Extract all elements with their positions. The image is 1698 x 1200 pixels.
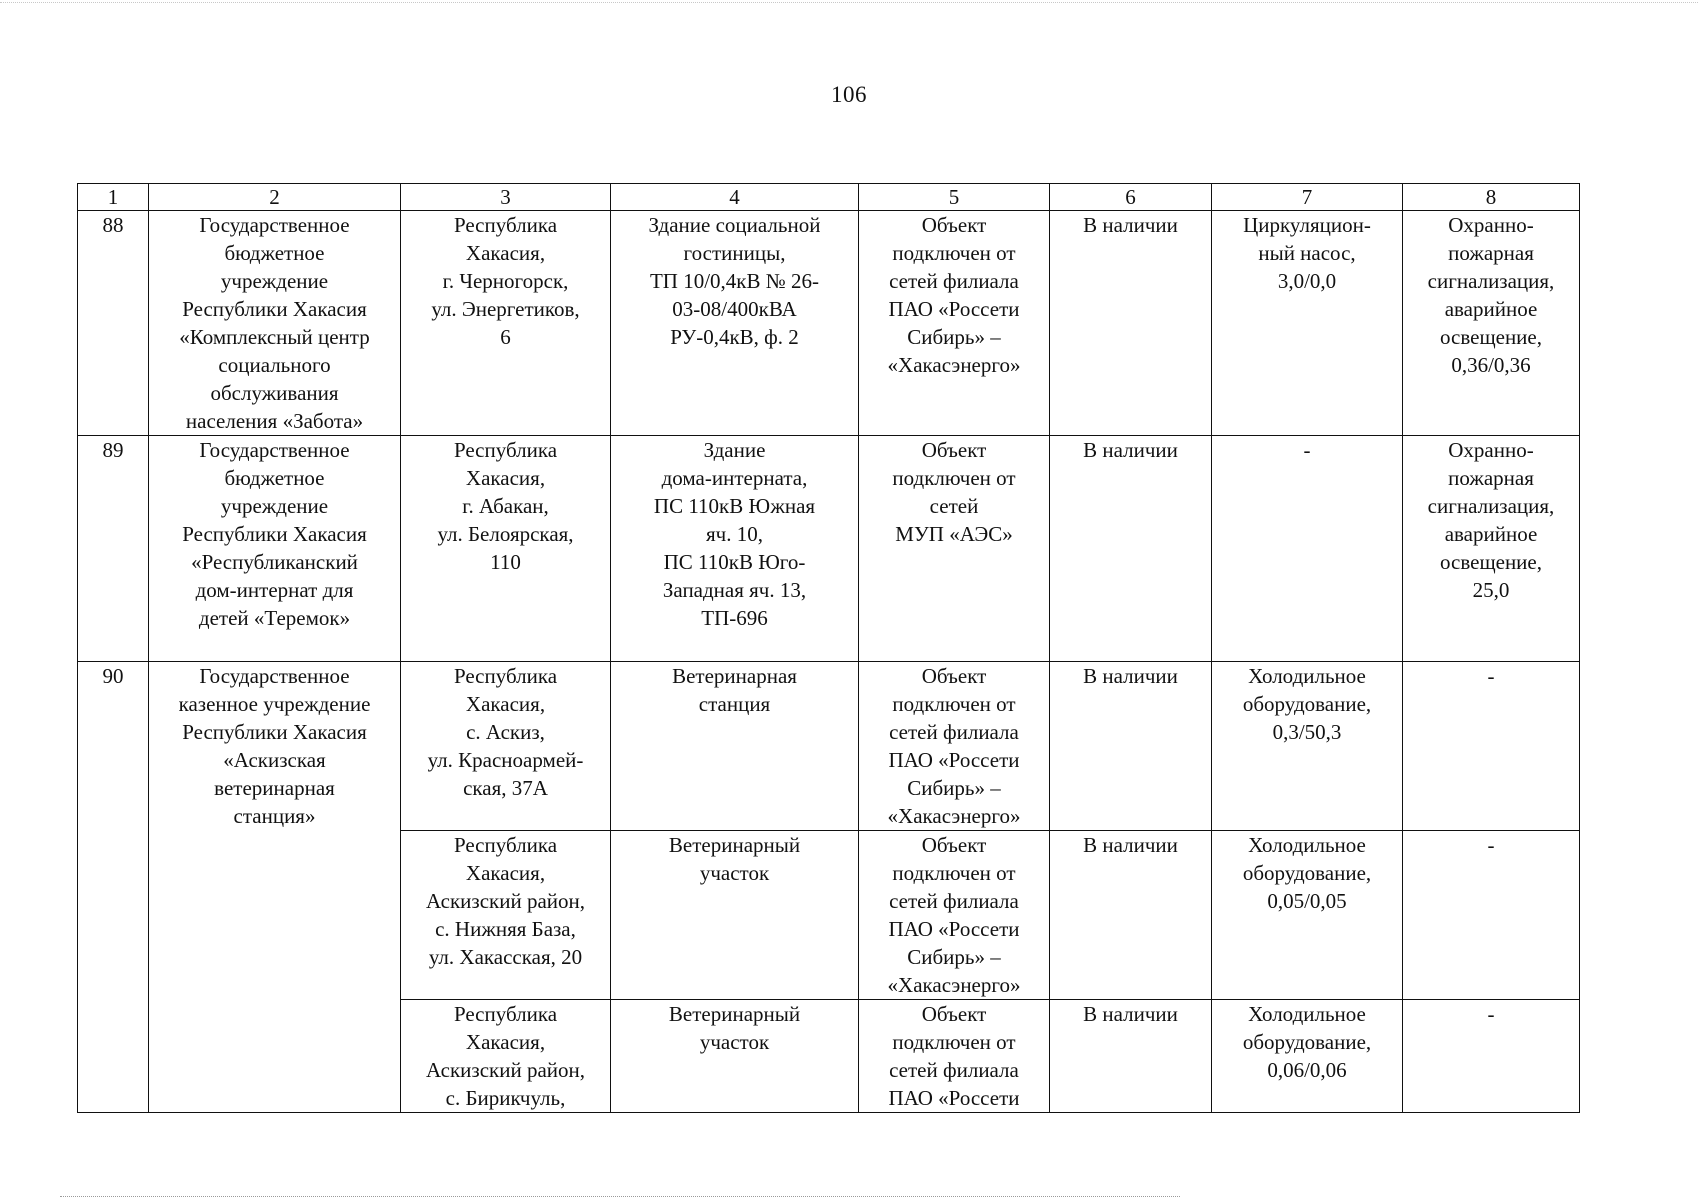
address-cell: Республика Хакасия, г. Черногорск, ул. Энергетиков, 6	[401, 211, 611, 436]
availability-cell: В наличии	[1050, 211, 1212, 436]
column-header: 1	[78, 184, 149, 211]
availability-cell: В наличии	[1050, 1000, 1212, 1113]
safety-cell: -	[1403, 1000, 1580, 1113]
table-row	[78, 211, 1580, 436]
column-header: 5	[859, 184, 1050, 211]
address-cell: Республика Хакасия, г. Абакан, ул. Белоярская, 110	[401, 436, 611, 662]
scan-artifact-top	[0, 2, 1698, 4]
column-header: 8	[1403, 184, 1580, 211]
equipment-cell: -	[1212, 436, 1403, 662]
column-header: 2	[149, 184, 401, 211]
address-cell: Республика Хакасия, Аскизский район, с. Нижняя База, ул. Хакасская, 20	[401, 831, 611, 1000]
availability-cell: В наличии	[1050, 831, 1212, 1000]
connection-cell: Объект подключен от сетей филиала ПАО «Россети Сибирь» – «Хакасэнерго»	[859, 211, 1050, 436]
safety-cell: -	[1403, 662, 1580, 831]
address-cell: Республика Хакасия, с. Аскиз, ул. Красноармей- ская, 37А	[401, 662, 611, 831]
object-cell: Ветеринарная станция	[611, 662, 859, 831]
safety-cell: Охранно- пожарная сигнализация, аварийное освещение, 0,36/0,36	[1403, 211, 1580, 436]
column-header: 3	[401, 184, 611, 211]
connection-cell: Объект подключен от сетей МУП «АЭС»	[859, 436, 1050, 662]
table-header-row	[78, 184, 1580, 211]
equipment-cell: Холодильное оборудование, 0,3/50,3	[1212, 662, 1403, 831]
data-table	[77, 183, 1580, 1113]
object-cell: Здание дома-интерната, ПС 110кВ Южная яч. 10, ПС 110кВ Юго- Западная яч. 13, ТП-696	[611, 436, 859, 662]
safety-cell: Охранно- пожарная сигнализация, аварийное освещение, 25,0	[1403, 436, 1580, 662]
object-cell: Ветеринарный участок	[611, 831, 859, 1000]
row-number: 89	[78, 436, 149, 662]
connection-cell: Объект подключен от сетей филиала ПАО «Россети Сибирь» – «Хакасэнерго»	[859, 662, 1050, 831]
equipment-cell: Холодильное оборудование, 0,06/0,06	[1212, 1000, 1403, 1113]
column-header: 7	[1212, 184, 1403, 211]
column-header: 4	[611, 184, 859, 211]
safety-cell: -	[1403, 831, 1580, 1000]
row-number: 88	[78, 211, 149, 436]
address-cell: Республика Хакасия, Аскизский район, с. Бирикчуль,	[401, 1000, 611, 1113]
availability-cell: В наличии	[1050, 662, 1212, 831]
object-cell: Здание социальной гостиницы, ТП 10/0,4кВ № 26- 03-08/400кВА РУ-0,4кВ, ф. 2	[611, 211, 859, 436]
column-header: 6	[1050, 184, 1212, 211]
equipment-cell: Циркуляцион- ный насос, 3,0/0,0	[1212, 211, 1403, 436]
organization-cell: Государственное бюджетное учреждение Республики Хакасия «Республиканский дом-интернат для детей «Теремок»	[149, 436, 401, 662]
scan-artifact-bottom	[60, 1196, 1180, 1198]
connection-cell: Объект подключен от сетей филиала ПАО «Россети	[859, 1000, 1050, 1113]
availability-cell: В наличии	[1050, 436, 1212, 662]
table-row	[78, 436, 1580, 662]
organization-cell: Государственное бюджетное учреждение Республики Хакасия «Комплексный центр социального обслуживания населения «Забота»	[149, 211, 401, 436]
equipment-cell: Холодильное оборудование, 0,05/0,05	[1212, 831, 1403, 1000]
page-number: 106	[831, 82, 867, 107]
connection-cell: Объект подключен от сетей филиала ПАО «Россети Сибирь» – «Хакасэнерго»	[859, 831, 1050, 1000]
object-cell: Ветеринарный участок	[611, 1000, 859, 1113]
row-number: 90	[78, 662, 149, 1113]
organization-cell: Государственное казенное учреждение Республики Хакасия «Аскизская ветеринарная станция»	[149, 662, 401, 1113]
table-row	[78, 662, 1580, 831]
